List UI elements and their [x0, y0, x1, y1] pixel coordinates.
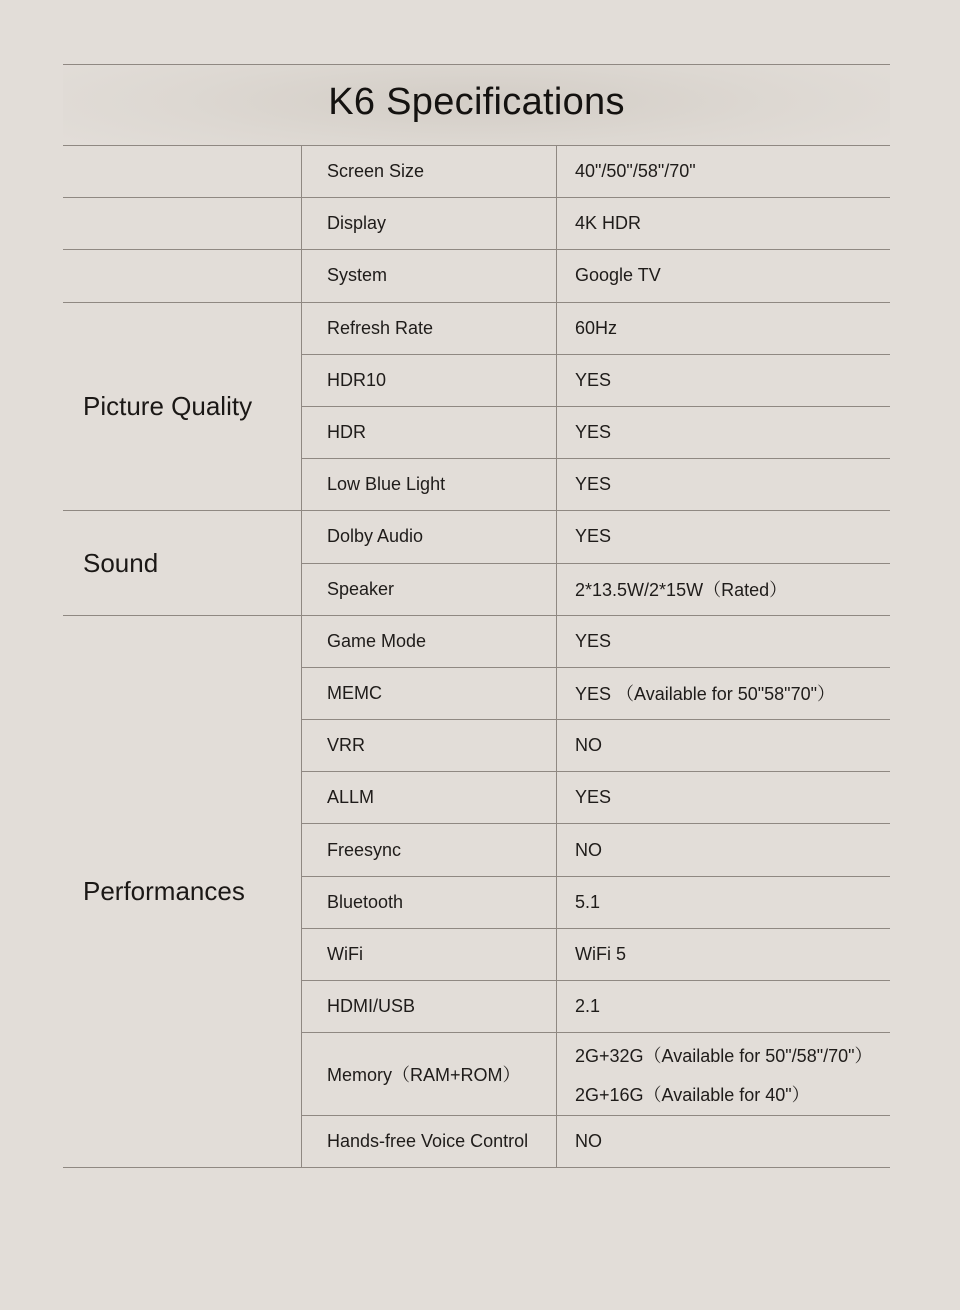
value-line: YES: [575, 369, 612, 390]
feature-name: HDMI/USB: [302, 981, 557, 1032]
feature-name: Bluetooth: [302, 877, 557, 928]
value-line: YES: [575, 526, 612, 547]
spec-group: [63, 198, 890, 250]
spec-group: [63, 616, 890, 1169]
spec-row: [302, 511, 890, 563]
value-line: YES: [575, 474, 612, 495]
category-label: Picture Quality: [63, 303, 302, 512]
spec-row: [302, 824, 890, 876]
spec-row: [302, 1033, 890, 1116]
value-line: YES: [575, 787, 612, 808]
feature-value: [557, 824, 890, 875]
feature-name: Freesync: [302, 824, 557, 875]
spec-row: [302, 459, 890, 511]
spec-row: [302, 668, 890, 720]
spec-row: [302, 407, 890, 459]
value-line: YES: [575, 422, 612, 443]
feature-value: [557, 1116, 890, 1167]
spec-group: [63, 511, 890, 615]
spec-group: [63, 303, 890, 512]
spec-row: [302, 303, 890, 355]
feature-value: [557, 668, 890, 719]
feature-value: [557, 407, 890, 458]
value-line: 2G+16G（Available for 40"）: [575, 1084, 810, 1105]
feature-name: HDR10: [302, 355, 557, 406]
feature-name: Game Mode: [302, 616, 557, 667]
feature-name: Screen Size: [302, 146, 557, 197]
spec-table: [63, 146, 890, 1168]
spec-row: [302, 616, 890, 668]
spec-group: [63, 250, 890, 302]
category-label: [63, 250, 302, 302]
feature-value: [557, 564, 890, 615]
feature-name: Display: [302, 198, 557, 249]
value-line: NO: [575, 1131, 602, 1152]
feature-name: WiFi: [302, 929, 557, 980]
feature-name: VRR: [302, 720, 557, 771]
category-label: Sound: [63, 511, 302, 615]
page-title: K6 Specifications: [328, 81, 625, 123]
value-line: 40"/50"/58"/70": [575, 161, 696, 182]
value-line: 2*13.5W/2*15W（Rated）: [575, 580, 788, 601]
value-line: 2G+32G（Available for 50"/58"/70"）: [575, 1045, 873, 1066]
feature-value: [557, 250, 890, 301]
value-line: YES: [575, 630, 612, 651]
value-line: NO: [575, 839, 602, 860]
feature-value: [557, 981, 890, 1032]
feature-name: Hands-free Voice Control: [302, 1116, 557, 1167]
feature-name: Low Blue Light: [302, 459, 557, 510]
spec-row: [302, 1116, 890, 1168]
category-label: [63, 146, 302, 198]
feature-name: Memory（RAM+ROM）: [302, 1033, 557, 1115]
spec-row: [302, 355, 890, 407]
feature-value: [557, 146, 890, 197]
spec-row: [302, 564, 890, 616]
feature-value: [557, 198, 890, 249]
feature-value: [557, 355, 890, 406]
feature-name: HDR: [302, 407, 557, 458]
value-line: 60Hz: [575, 317, 618, 338]
feature-name: ALLM: [302, 772, 557, 823]
value-line: 4K HDR: [575, 213, 642, 234]
spec-row: [302, 146, 890, 198]
feature-value: [557, 459, 890, 510]
feature-name: Refresh Rate: [302, 303, 557, 354]
feature-value: [557, 511, 890, 562]
spec-row: [302, 929, 890, 981]
feature-value: [557, 1033, 890, 1115]
value-line: 2.1: [575, 996, 601, 1017]
spec-row: [302, 981, 890, 1033]
value-line: WiFi 5: [575, 943, 626, 964]
spec-row: [302, 198, 890, 250]
spec-row: [302, 772, 890, 824]
feature-value: [557, 929, 890, 980]
feature-value: [557, 616, 890, 667]
feature-value: [557, 720, 890, 771]
feature-name: Dolby Audio: [302, 511, 557, 562]
value-line: Google TV: [575, 265, 661, 286]
title-band: [63, 64, 890, 146]
category-label: [63, 198, 302, 250]
spec-group: [63, 146, 890, 198]
feature-name: MEMC: [302, 668, 557, 719]
spec-row: [302, 720, 890, 772]
feature-value: [557, 772, 890, 823]
spec-row: [302, 250, 890, 302]
spec-row: [302, 877, 890, 929]
feature-name: Speaker: [302, 564, 557, 615]
value-line: NO: [575, 735, 602, 756]
value-line: 5.1: [575, 891, 601, 912]
category-label: Performances: [63, 616, 302, 1169]
feature-value: [557, 877, 890, 928]
feature-name: System: [302, 250, 557, 301]
feature-value: [557, 303, 890, 354]
value-line: YES （Available for 50"58"70"）: [575, 684, 835, 705]
